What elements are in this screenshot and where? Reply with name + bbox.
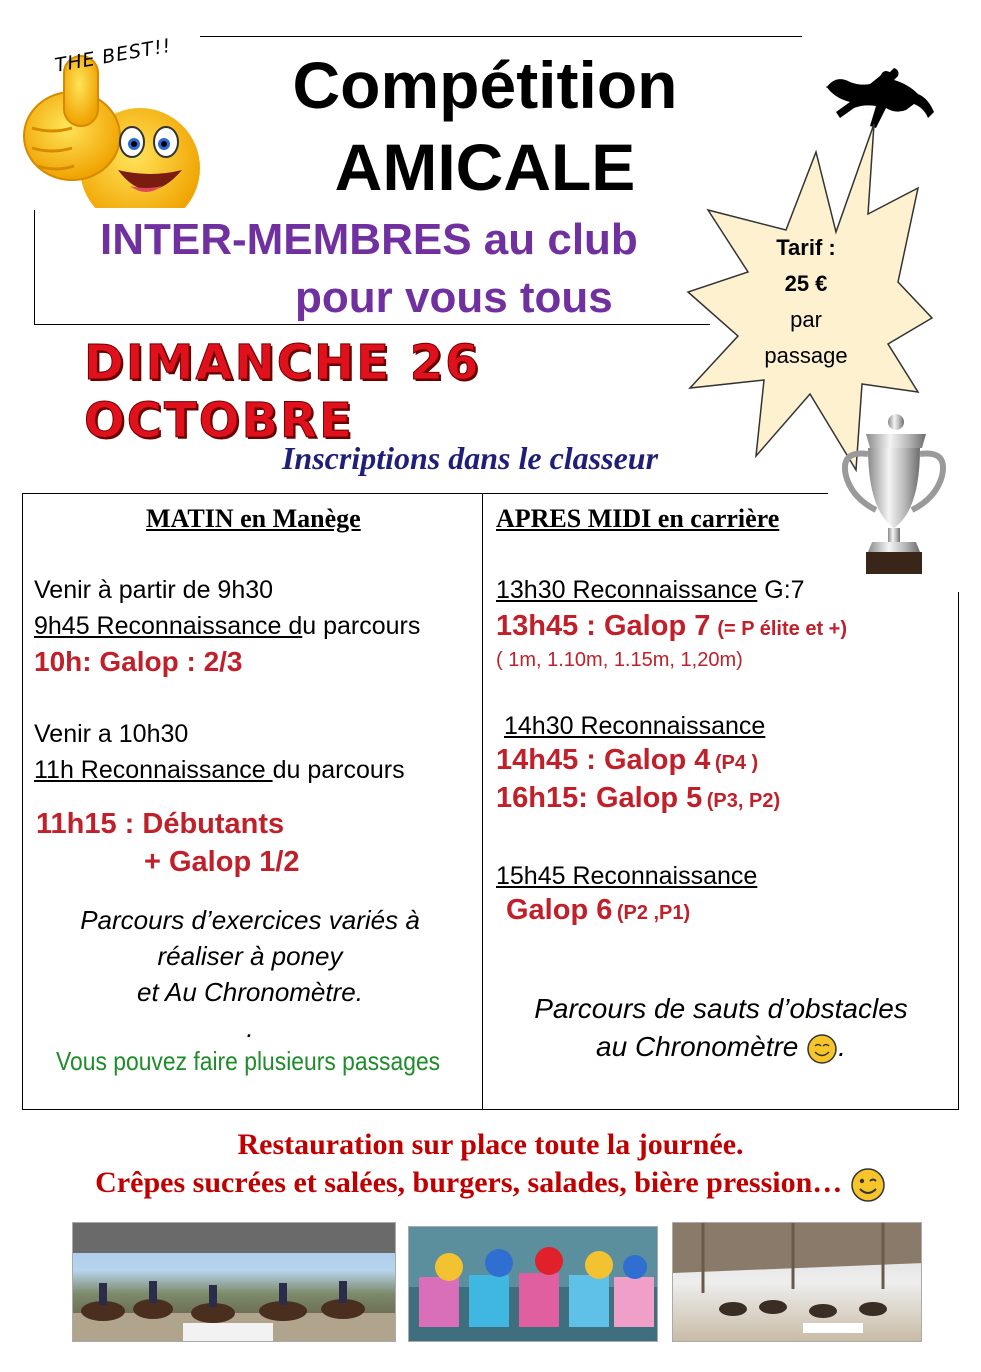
event-date: DIMANCHE 26 OCTOBRE [84, 335, 481, 449]
box-top-rule [22, 493, 828, 494]
photo-rosettes [408, 1226, 658, 1342]
morning-recon-1-underlined: 9h45 Reconnaissance d [34, 612, 303, 640]
afternoon-recon-1-underlined: 13h30 Reconnaissance [496, 576, 758, 604]
top-rule [200, 36, 802, 37]
morning-recon-1-rest: u parcours [302, 612, 421, 640]
afternoon-recon-2-text: 14h30 Reconnaissance [504, 712, 766, 740]
morning-recon-1 [34, 608, 474, 644]
afternoon-galop-5 [496, 782, 946, 815]
price-unit-line2: passage [764, 343, 848, 368]
trophy-cup-icon [838, 404, 950, 584]
morning-recon-2-underlined: 11h Reconnaissance [34, 756, 273, 784]
food-line-1: Restauration sur place toute la journée. [237, 1128, 744, 1161]
morning-heading: MATIN en Manège [146, 504, 361, 533]
afternoon-description [496, 990, 946, 1066]
subtitle-line1: INTER-MEMBRES au club [100, 215, 638, 264]
subtitle-line2: pour vous tous [295, 273, 613, 322]
afternoon-galop-7 [496, 608, 946, 647]
price-unit-line1: par [790, 307, 822, 332]
box-right-rule [958, 592, 959, 1110]
afternoon-galop-5-label: 16h15: Galop 5 [496, 782, 703, 814]
morning-arrive-1: Venir à partir de 9h30 [34, 576, 274, 604]
photo-riders-group [72, 1222, 396, 1342]
morning-recon-2 [34, 752, 474, 788]
afternoon-desc-1: Parcours de sauts d’obstacles [534, 993, 908, 1024]
afternoon-block-1 [496, 572, 946, 673]
morning-description [40, 902, 460, 1046]
afternoon-heights: ( 1m, 1.10m, 1.15m, 1,20m) [496, 649, 743, 671]
morning-desc-3: et Au Chronomètre. [137, 977, 363, 1007]
badge-text: THE BEST!! [53, 34, 174, 77]
frame-left-rule [34, 210, 35, 324]
morning-arrive-2: Venir a 10h30 [34, 720, 189, 748]
morning-recon-2-rest: du parcours [272, 756, 405, 784]
morning-galop-1-2: + Galop 1/2 [144, 846, 300, 878]
frame-bottom-rule [34, 324, 710, 325]
afternoon-galop-4-label: 14h45 : Galop 4 [496, 744, 711, 776]
afternoon-galop-5-note: (P3, P2) [706, 790, 781, 812]
afternoon-galop-6-label: Galop 6 [506, 894, 613, 926]
wink-smiley-icon [850, 1167, 886, 1203]
morning-block [34, 572, 474, 680]
afternoon-recon-1-rest: G:7 [757, 576, 805, 604]
afternoon-galop-6-note: (P2 ,P1) [616, 902, 691, 924]
photo-indoor-arena [672, 1222, 922, 1342]
page-title-line2: AMICALE [334, 130, 636, 204]
food-line-2-text: Crêpes sucrées et salées, burgers, salades, bière pression… [95, 1166, 850, 1199]
smiley-icon [806, 1033, 838, 1065]
afternoon-desc-2: au Chronomètre [596, 1031, 807, 1062]
thumbs-up-smiley-icon [14, 34, 200, 208]
afternoon-desc-2-end: . [838, 1031, 846, 1062]
morning-desc-2: réaliser à poney [157, 941, 343, 971]
food-line-2 [0, 1166, 981, 1203]
afternoon-galop-4-note: (P4 ) [714, 752, 759, 774]
morning-multiple-passes: Vous pouvez faire plusieurs passages [56, 1046, 441, 1076]
afternoon-recon-2 [504, 708, 944, 744]
morning-galop-2-3: 10h: Galop : 2/3 [34, 646, 243, 677]
price-amount: 25 € [784, 271, 828, 296]
morning-beginners: 11h15 : Débutants [36, 808, 285, 840]
afternoon-desc-2-line [496, 1028, 946, 1066]
afternoon-galop-6 [506, 894, 946, 927]
price-label: Tarif : [776, 235, 836, 260]
box-gap-right [958, 480, 981, 592]
registration-note: Inscriptions dans le classeur [281, 440, 659, 476]
page-title-line1: Compétition [292, 48, 678, 122]
morning-desc-1: Parcours d’exercices variés à [80, 905, 420, 935]
afternoon-galop-7-note: (= P élite et +) [717, 618, 847, 640]
afternoon-recon-1 [496, 572, 946, 608]
afternoon-recon-3-text: 15h45 Reconnaissance [496, 862, 758, 890]
afternoon-galop-4 [496, 744, 946, 777]
morning-dot: . [246, 1013, 254, 1043]
afternoon-galop-7-label: 13h45 : Galop 7 [496, 610, 711, 642]
column-divider [482, 493, 483, 1110]
morning-block-2 [34, 716, 474, 788]
afternoon-heading: APRES MIDI en carrière [496, 504, 780, 533]
afternoon-recon-3 [496, 858, 936, 894]
